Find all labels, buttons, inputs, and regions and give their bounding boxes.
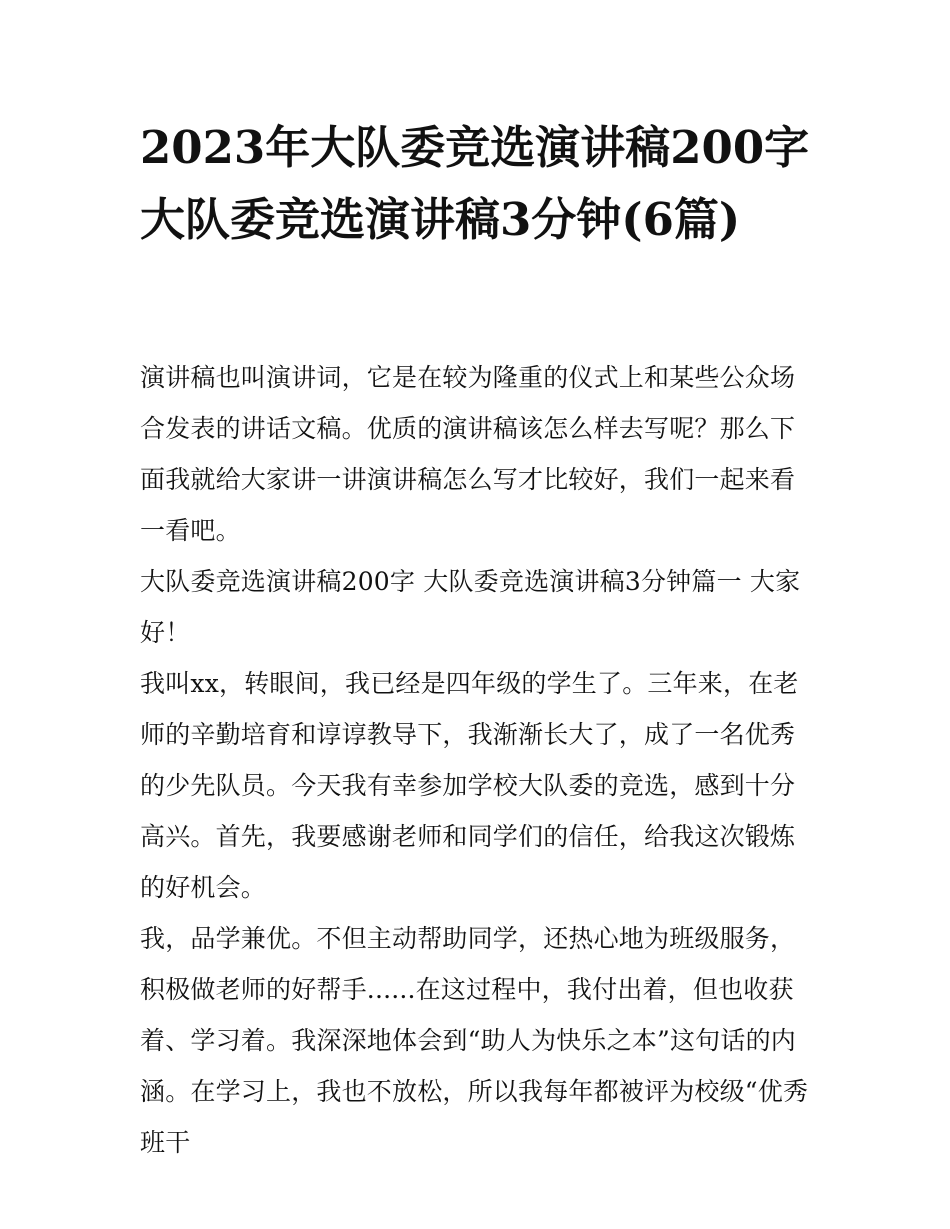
paragraph-self-intro: 我叫xx，转眼间，我已经是四年级的学生了。三年来，在老师的辛勤培育和谆谆教导下，我渐渐长大了，成了一名优秀的少先队员。今天我有幸参加学校大队委的竞选，感到十分高兴。首先，我要感谢老师和同学们的信任，给我这次锻炼的好机会。 bbox=[140, 669, 799, 902]
document-title: 2023年大队委竞选演讲稿200字 大队委竞选演讲稿3分钟(6篇) bbox=[140, 121, 810, 246]
paragraph-merits: 我，品学兼优。不但主动帮助同学，还热心地为班级服务，积极做老师的好帮手......在这过程中，我付出着，但也收获着、学习着。我深深地体会到“助人为快乐之本”这句话的内涵。在学习上，我也不放松，所以我每年都被评为校级“优秀班干 bbox=[140, 924, 809, 1157]
paragraph-intro: 演讲稿也叫演讲词，它是在较为隆重的仪式上和某些公众场合发表的讲话文稿。优质的演讲稿该怎么样去写呢？那么下面我就给大家讲一讲演讲稿怎么写才比较好，我们一起来看一看吧。 bbox=[140, 363, 796, 545]
document-body bbox=[140, 352, 820, 1168]
paragraph-greeting: 大队委竞选演讲稿200字 大队委竞选演讲稿3分钟篇一 大家好！ bbox=[140, 567, 801, 647]
